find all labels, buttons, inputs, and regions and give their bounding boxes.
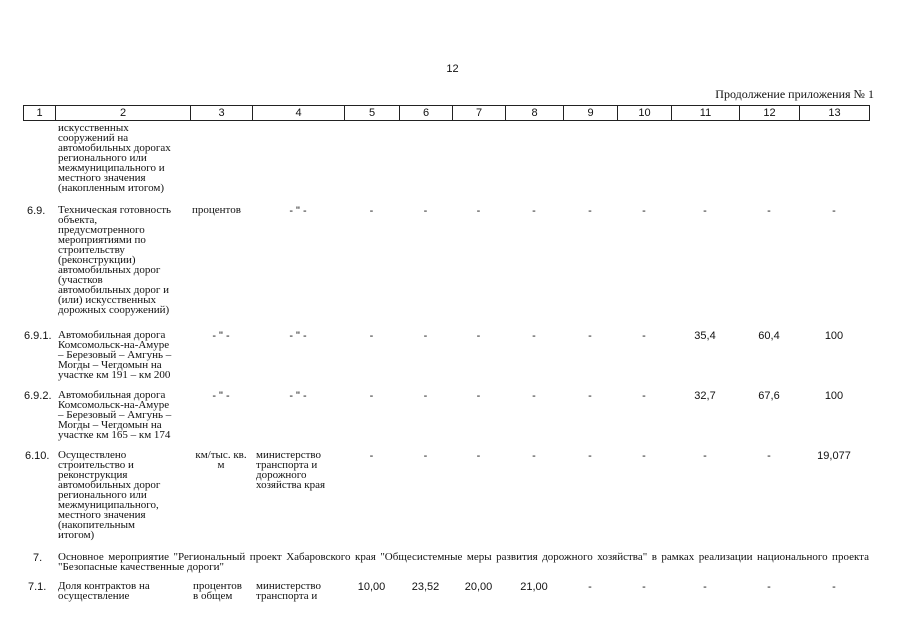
value-col11: 32,7 xyxy=(694,390,716,402)
section-title: Основное мероприятие "Региональный проект Хабаровского края "Общесистемные меры развития дорожного хозяйства" в рамках реализации национального проекта "Безопасные качественные дороги" xyxy=(58,551,869,573)
value-col5: - xyxy=(369,450,374,462)
column-header: 2 xyxy=(56,106,191,121)
value-col11: - xyxy=(703,450,707,462)
value-col5: 10,00 xyxy=(357,581,386,593)
value-col7: - xyxy=(476,450,481,462)
column-header: 10 xyxy=(618,106,672,121)
value-col9: - xyxy=(588,450,592,462)
value-col12: 67,6 xyxy=(758,390,780,402)
value-col13: 19,077 xyxy=(817,450,851,462)
value-col11: 35,4 xyxy=(694,330,716,342)
value-col10: - xyxy=(642,330,646,342)
value-col7: - xyxy=(476,330,481,342)
unit-of-measure: - " - xyxy=(212,330,230,342)
column-header: 4 xyxy=(253,106,345,121)
column-header: 3 xyxy=(191,106,253,121)
unit-of-measure: км/тыс. кв. м xyxy=(195,449,247,471)
value-col13: 100 xyxy=(824,330,844,342)
row-number: 7.1. xyxy=(28,581,47,593)
value-col5: - xyxy=(369,390,374,402)
executor: министерство транспорта и дорожного хозяйства края xyxy=(256,449,326,491)
column-header: 1 xyxy=(24,106,56,121)
value-col6: - xyxy=(423,205,428,217)
value-col12: - xyxy=(767,450,771,462)
value-col5: - xyxy=(369,330,374,342)
value-col7: - xyxy=(476,205,481,217)
value-col11: - xyxy=(703,205,707,217)
column-header: 7 xyxy=(453,106,506,121)
row-number: 7. xyxy=(33,552,43,564)
value-col9: - xyxy=(588,205,592,217)
column-header: 5 xyxy=(345,106,400,121)
value-col5: - xyxy=(369,205,374,217)
column-header: 6 xyxy=(400,106,453,121)
value-col6: - xyxy=(423,390,428,402)
value-col10: - xyxy=(642,450,646,462)
value-col10: - xyxy=(642,581,646,593)
value-col9: - xyxy=(588,581,592,593)
value-col11: - xyxy=(703,581,707,593)
unit-of-measure: процентов xyxy=(192,204,241,216)
executor: - " - xyxy=(289,330,307,342)
value-col12: 60,4 xyxy=(758,330,780,342)
value-col8: 21,00 xyxy=(520,581,548,593)
appendix-continuation-label: Продолжение приложения № 1 xyxy=(715,87,874,101)
page-number: 12 xyxy=(446,63,459,75)
column-number-header xyxy=(23,105,870,121)
value-col13: - xyxy=(832,581,836,593)
column-header: 8 xyxy=(506,106,564,121)
value-col8: - xyxy=(532,390,536,402)
value-col8: - xyxy=(532,330,536,342)
executor: министерство транспорта и xyxy=(256,580,322,602)
row-number: 6.9.1. xyxy=(24,330,52,342)
value-col6: 23,52 xyxy=(411,581,440,593)
indicator-name: Доля контрактов на осуществление xyxy=(58,580,150,602)
value-col8: - xyxy=(532,450,536,462)
value-col9: - xyxy=(588,390,592,402)
indicator-name: Автомобильная дорога Комсомольск-на-Амуре – Березовый – Амгунь – Могды – Чегдомын на участке км 165 – км 174 xyxy=(58,389,172,441)
value-col6: - xyxy=(423,330,428,342)
executor: - " - xyxy=(289,205,307,217)
value-col6: - xyxy=(423,450,428,462)
value-col8: - xyxy=(532,205,536,217)
column-header: 13 xyxy=(800,106,870,121)
value-col12: - xyxy=(767,205,771,217)
indicator-name: искусственных сооружений на автомобильных дорогах регионального или межмуниципального и местного значения (накопленным итогом) xyxy=(58,122,171,194)
indicator-name: Осуществлено строительство и реконструкция автомобильных дорог регионального или межмуниципального, местного значения (накопительным итогом) xyxy=(58,449,161,541)
unit-of-measure: процентов в общем xyxy=(193,580,242,602)
value-col9: - xyxy=(588,330,592,342)
column-header: 11 xyxy=(672,106,740,121)
value-col13: - xyxy=(832,205,836,217)
value-col10: - xyxy=(642,205,646,217)
value-col7: - xyxy=(476,390,481,402)
value-col13: 100 xyxy=(824,390,844,402)
value-col7: 20,00 xyxy=(464,581,493,593)
column-header: 12 xyxy=(740,106,800,121)
indicator-name: Автомобильная дорога Комсомольск-на-Амуре – Березовый – Амгунь – Могды – Чегдомын на участке км 191 – км 200 xyxy=(58,329,172,381)
column-header: 9 xyxy=(564,106,618,121)
indicator-name: Техническая готовность объекта, предусмотренного мероприятиями по строительству (реконструкции) автомобильных дорог (участков автомобильных дорог и (или) искусственных дорожных сооружений) xyxy=(58,204,172,316)
value-col10: - xyxy=(642,390,646,402)
executor: - " - xyxy=(289,390,307,402)
row-number: 6.9. xyxy=(27,205,46,217)
row-number: 6.10. xyxy=(25,450,50,462)
value-col12: - xyxy=(767,581,771,593)
row-number: 6.9.2. xyxy=(24,390,52,402)
unit-of-measure: - " - xyxy=(212,390,230,402)
